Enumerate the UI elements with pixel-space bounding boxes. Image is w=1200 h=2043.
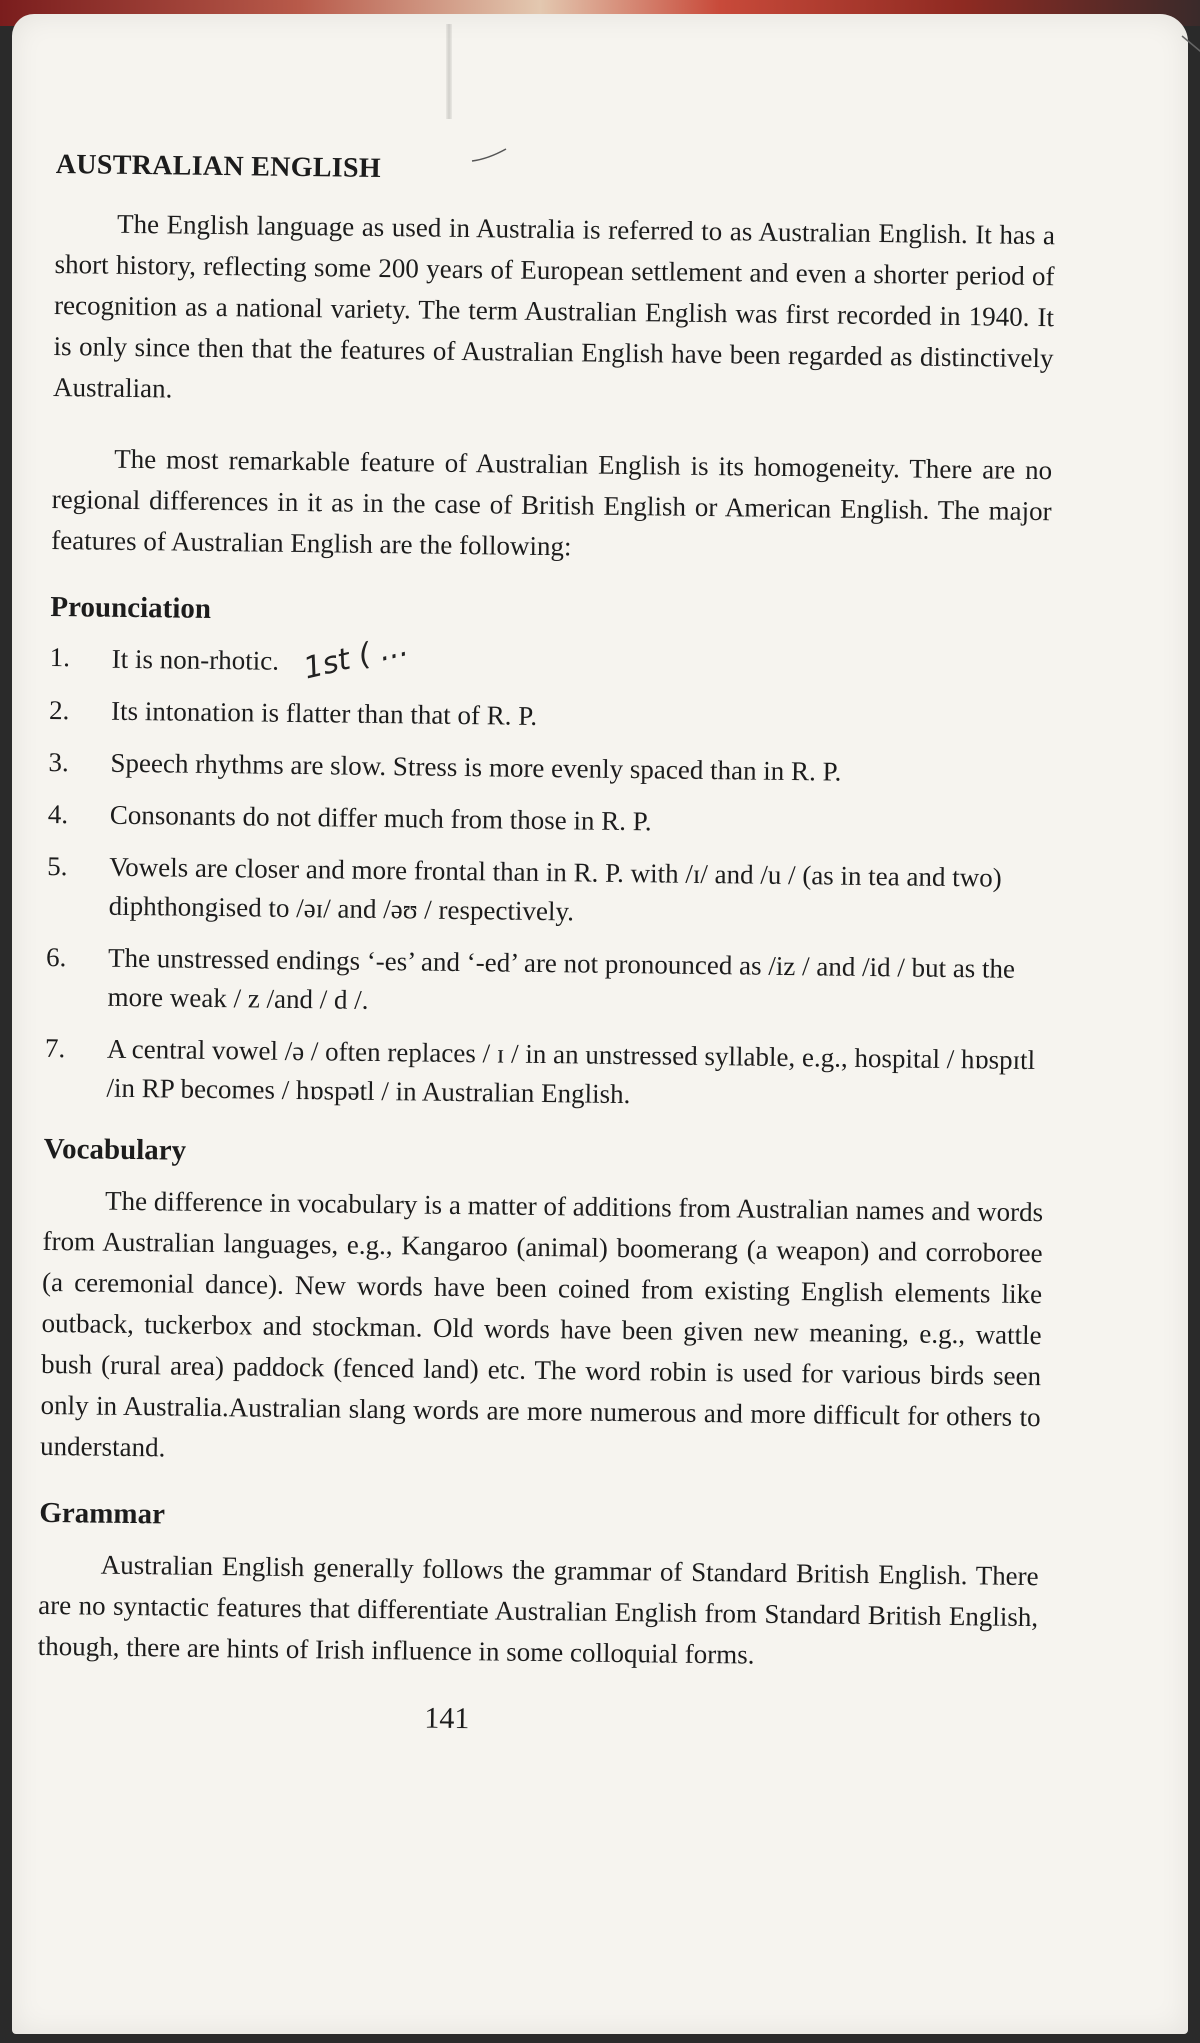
list-number: 6. [45, 941, 67, 973]
list-item-text: It is non-rhotic. [111, 643, 280, 676]
list-item [44, 1029, 1045, 1119]
intro-paragraph: The English language as used in Australia is referred to as Australian English. It has a short history, reflecting some 200 years of European settlement and even a shorter period of recognition as a national variety. The term Australian English was first recorded in 1940. It is only since then that the features of Australian English have been regarded as distinctively Australian. [52, 208, 1056, 404]
list-number: 7. [44, 1032, 66, 1064]
list-number: 2. [48, 694, 70, 726]
list-number: 5. [47, 850, 68, 882]
handwritten-note: 1st ( ... [300, 628, 412, 687]
vocabulary-heading: Vocabulary [43, 1132, 187, 1167]
list-item-text: Vowels are closer and more frontal than in R. P. with /ɪ/ and /u / (as in tea and two) diphthongised to /əɪ/ and /əʊ / respectively. [108, 851, 1002, 927]
list-item [49, 691, 1049, 742]
list-item-text: A central vowel /ə / often replaces / ɪ / in an unstressed syllable, e.g., hospital / hɒspɪtl /in RP becomes / hɒspətl / in Australian English. [106, 1033, 1036, 1110]
list-item [47, 847, 1048, 937]
list-item-text: Consonants do not differ much from those in R. P. [109, 799, 652, 837]
page-corner-mark [1180, 34, 1200, 64]
list-item [48, 795, 1048, 846]
list-item [45, 938, 1046, 1028]
pronunciation-heading: Prounciation [50, 590, 212, 625]
list-item [48, 743, 1048, 794]
homogeneity-paragraph: The most remarkable feature of Australian English is its homogeneity. There are no regional differences in it as in the case of British English or American English. The major features of Australian English are the following: [51, 443, 1053, 562]
list-number: 1. [49, 641, 71, 673]
page-number: 141 [424, 1701, 470, 1736]
list-item-text: The unstressed endings ‘-es’ and ‘-ed’ are not pronounced as /iz / and /id / but as the more weak / z /and / d /. [107, 942, 1016, 1015]
list-number: 4. [47, 798, 69, 830]
grammar-heading: Grammar [39, 1496, 166, 1531]
pronunciation-list [44, 628, 1050, 1119]
list-item-text: Speech rhythms are slow. Stress is more evenly spaced than in R. P. [110, 747, 842, 787]
page-fold-shadow [446, 24, 452, 119]
page-title: AUSTRALIAN ENGLISH [55, 149, 382, 184]
list-item [49, 628, 1050, 690]
list-number: 3. [48, 746, 69, 778]
grammar-paragraph: Australian English generally follows the grammar of Standard British English. There are no syntactic features that differentiate Australian English from Standard British English, though, there are hints of Irish influence in some colloquial forms. [37, 1549, 1039, 1670]
list-item-text: Its intonation is flatter than that of R. P. [110, 695, 538, 731]
page-content [37, 149, 1056, 1743]
book-page [12, 14, 1188, 2034]
vocabulary-paragraph: The difference in vocabulary is a matter of additions from Australian names and words from Australian languages, e.g., Kangaroo (animal) boomerang (a weapon) and corroboree (a ceremonial dance). New words have been coined from existing English elements like outback, tuckerbox and stockman. Old words have been given new meaning, e.g., wattle bush (rural area) paddock (fenced land) etc. The word robin is used for various birds seen only in Australia.Australian slang words are more numerous and more difficult for others to understand. [39, 1185, 1044, 1463]
